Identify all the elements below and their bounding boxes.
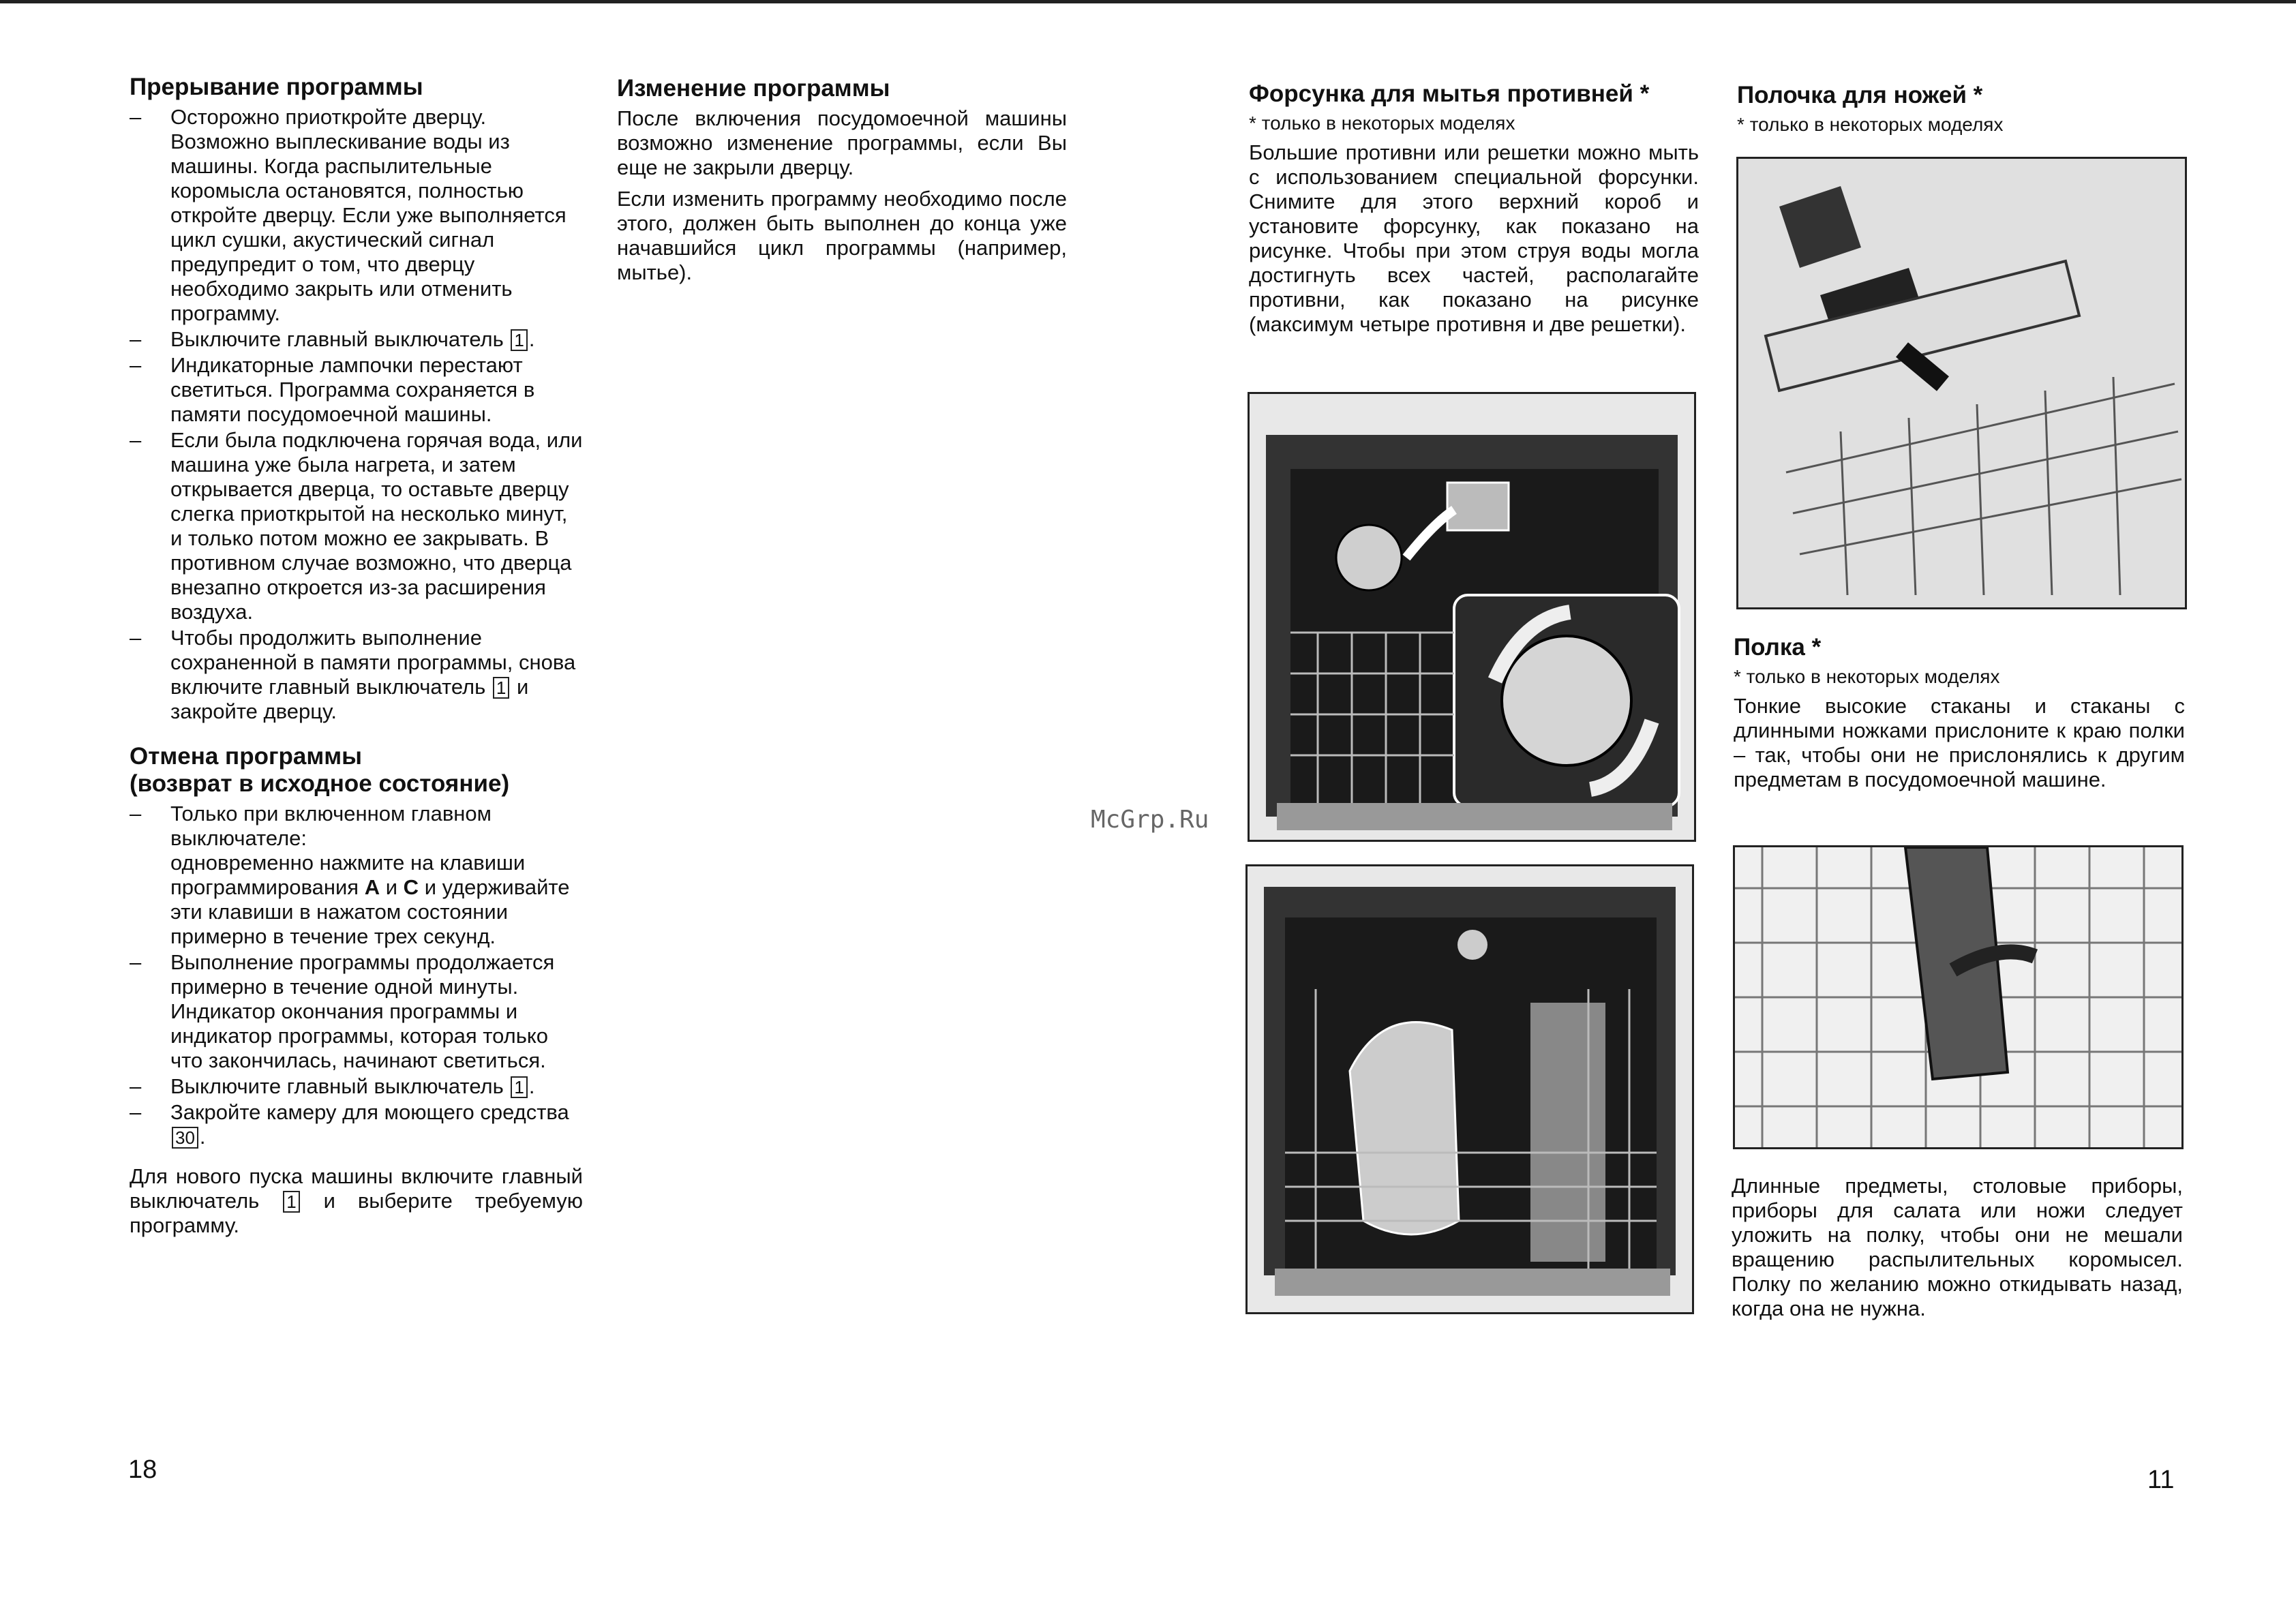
cancel-list bbox=[130, 802, 583, 1149]
detergent-key: 30 bbox=[172, 1127, 198, 1149]
list-item: – Выключите главный выключатель 1 . bbox=[130, 1074, 583, 1099]
key-c-label: C bbox=[403, 875, 419, 899]
nozzle-note: * только в некоторых моделях bbox=[1249, 112, 1515, 134]
shelf-text-2: Длинные предметы, столовые приборы, приборы для салата или ножи следует уложить на полку, чтобы они не мешали вращению распылительных коромысел. Полку по желанию можно откидывать назад, когда она не нужна. bbox=[1732, 1174, 2183, 1320]
list-item: – Закройте камеру для моющего средства 30 . bbox=[130, 1100, 583, 1149]
interrupt-list bbox=[130, 105, 583, 724]
shelf-text-2-block bbox=[1732, 1174, 2183, 1328]
trays-figure bbox=[1245, 864, 1694, 1314]
restart-text: Для нового пуска машины включите главный выключатель 1 и выберите требуемую программу. bbox=[130, 1164, 583, 1237]
shelf-figure bbox=[1733, 845, 2184, 1149]
knife-shelf-figure bbox=[1736, 157, 2187, 609]
list-item: – Выполнение программы продолжается примерно в течение одной минуты. Индикатор окончания программы и индикатор программы, которая только что закончилась, начинают светиться. bbox=[130, 950, 583, 1073]
cancel-title-1: Отмена программы bbox=[130, 743, 363, 770]
key-a-label: A bbox=[364, 875, 380, 899]
shelf-note: * только в некоторых моделях bbox=[1734, 666, 2000, 687]
shelf-title: Полка * bbox=[1734, 634, 1822, 661]
change-text-2: Если изменить программу необходимо после этого, должен быть выполнен до конца уже начавшийся цикл программы (например, мытье). bbox=[617, 187, 1067, 284]
main-switch-key: 1 bbox=[511, 329, 527, 351]
top-rule bbox=[0, 0, 2296, 3]
knife-shelf-note: * только в некоторых моделях bbox=[1737, 114, 2004, 135]
nozzle-text: Большие противни или решетки можно мыть с использованием специальной форсунки. Снимите для этого верхний короб и установите форсунку, как показано на рисунке. Чтобы при этом струя воды могла достигнуть всех частей, располагайте противни, как показано на рисунке (максимум четыре противня и две решетки). bbox=[1249, 140, 1699, 336]
page-number-left: 18 bbox=[128, 1455, 157, 1484]
main-switch-key: 1 bbox=[511, 1076, 527, 1098]
page-number-right: 11 bbox=[2147, 1466, 2175, 1494]
list-item: – Выключите главный выключатель 1 . bbox=[130, 327, 583, 352]
list-item: – Только при включенном главном выключателе: одновременно нажмите на клавиши программирования A и C и удерживайте эти клавиши в нажатом состоянии примерно в течение трех секунд. bbox=[130, 802, 583, 949]
nozzle-title: Форсунка для мытья противней * bbox=[1249, 80, 1650, 107]
shelf-column bbox=[1734, 634, 2185, 799]
main-switch-key: 1 bbox=[493, 677, 509, 699]
main-switch-key: 1 bbox=[283, 1191, 299, 1213]
nozzle-figure bbox=[1248, 392, 1696, 842]
knife-shelf-column bbox=[1737, 82, 2187, 142]
change-text-1: После включения посудомоечной машины возможно изменение программы, если Вы еще не закрыли дверцу. bbox=[617, 106, 1067, 179]
shelf-text-1: Тонкие высокие стаканы и стаканы с длинными ножками прислоните к краю полки – так, чтобы они не прислонялись к другим предметам в посудомоечной машине. bbox=[1734, 694, 2185, 791]
list-item: – Индикаторные лампочки перестают светиться. Программа сохраняется в памяти посудомоечной машины. bbox=[130, 353, 583, 427]
nozzle-column bbox=[1249, 80, 1699, 344]
cancel-title-2: (возврат в исходное состояние) bbox=[130, 770, 510, 797]
change-column bbox=[617, 75, 1067, 292]
list-item: – Осторожно приоткройте дверцу. Возможно выплескивание воды из машины. Когда распылительные коромысла остановятся, полностью откройте дверцу. Если уже выполняется цикл сушки, акустический сигнал предупредит о том, что дверцу необходимо закрыть или отменить программу. bbox=[130, 105, 583, 326]
change-title: Изменение программы bbox=[617, 75, 890, 102]
list-item: – Если была подключена горячая вода, или машина уже была нагрета, и затем открывается дверца, то оставьте дверцу слегка приоткрытой на несколько минут, и только потом можно ее закрывать. В противном случае возможно, что дверца внезапно откроется из-за расширения воздуха. bbox=[130, 428, 583, 624]
list-item: – Чтобы продолжить выполнение сохраненной в памяти программы, снова включите главный выключатель 1 и закройте дверцу. bbox=[130, 626, 583, 724]
interrupt-title: Прерывание программы bbox=[130, 74, 423, 100]
left-column bbox=[130, 74, 583, 1245]
watermark: McGrp.Ru bbox=[1091, 806, 1209, 834]
knife-shelf-title: Полочка для ножей * bbox=[1737, 82, 1983, 108]
